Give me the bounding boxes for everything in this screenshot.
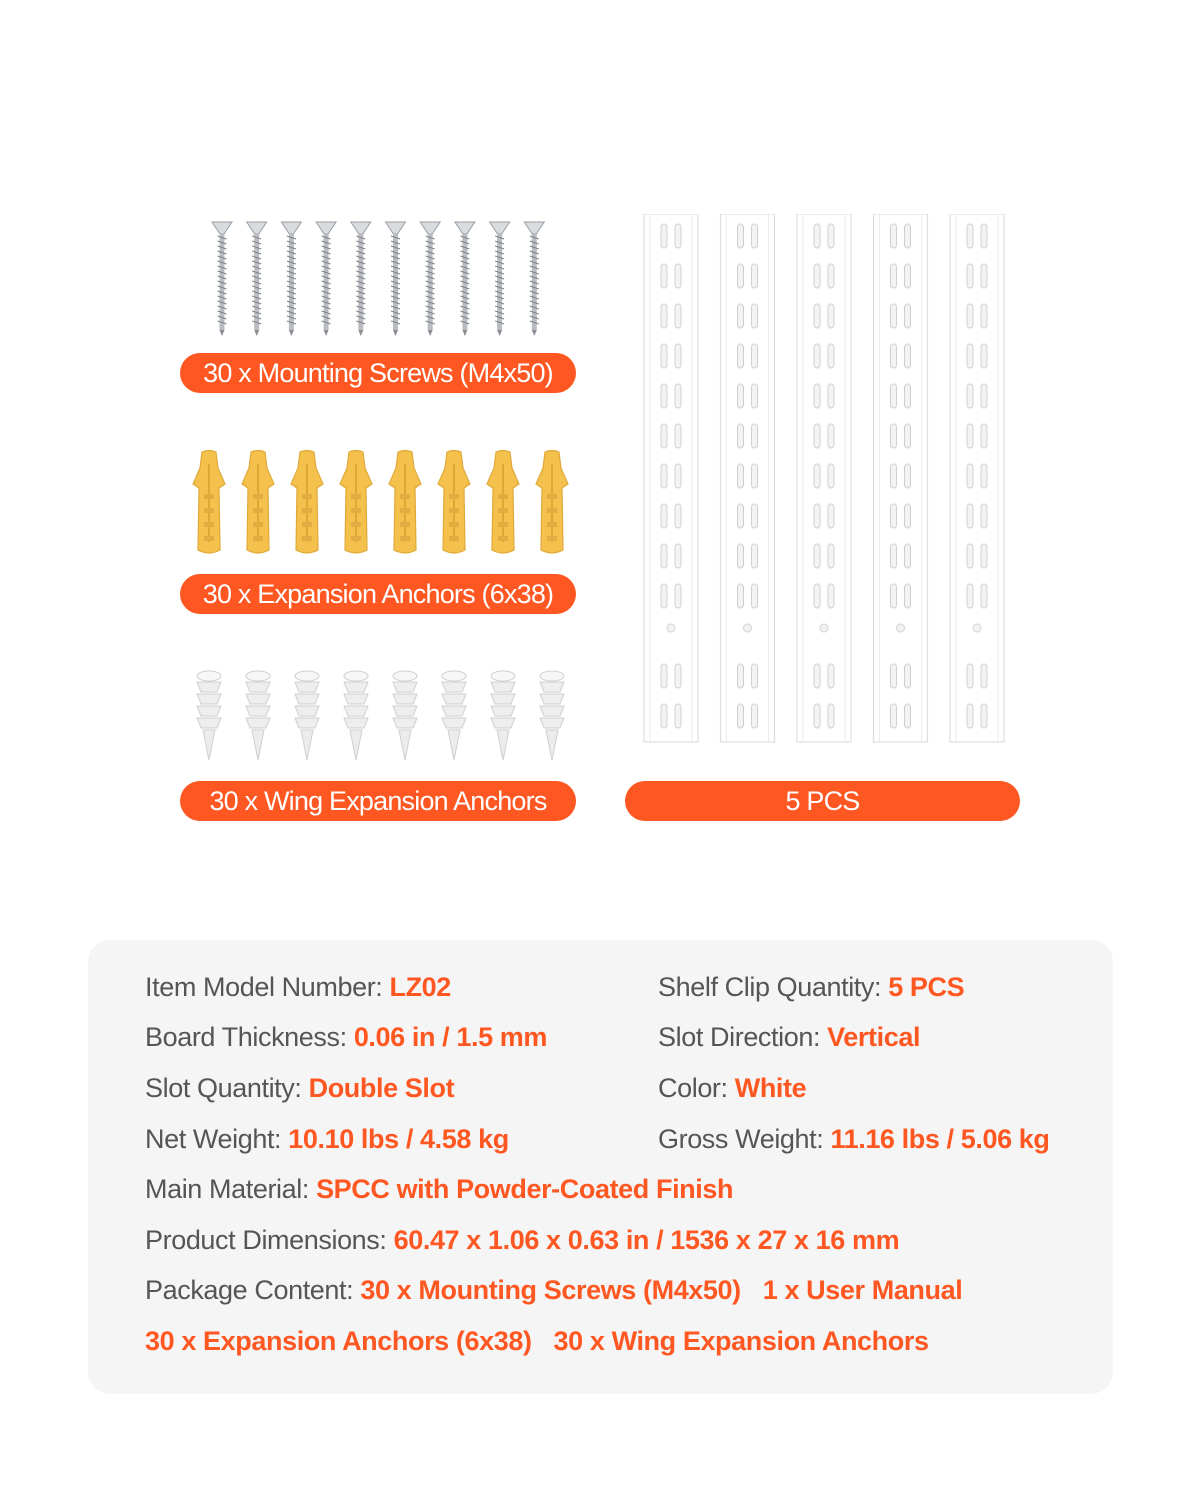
- expansion-anchor: [242, 451, 274, 554]
- wing-anchor-icon: [190, 670, 570, 762]
- wing-anchor: [393, 671, 417, 760]
- expansion-anchor: [536, 451, 568, 554]
- spec-main-material: Main Material: SPCC with Powder-Coated Finish: [145, 1174, 734, 1204]
- slotted-rail: [721, 214, 775, 742]
- mounting-screws-label: 30 x Mounting Screws (M4x50): [180, 353, 576, 393]
- spec-net-weight: Net Weight: 10.10 lbs / 4.58 kg: [145, 1124, 509, 1154]
- wing-anchors-label: 30 x Wing Expansion Anchors: [180, 781, 576, 821]
- wing-anchor: [197, 671, 221, 760]
- wing-anchor: [540, 671, 564, 760]
- screw: [455, 222, 475, 336]
- expansion-anchor: [340, 451, 372, 554]
- wing-anchor: [246, 671, 270, 760]
- screw-icon: [205, 218, 550, 336]
- screw: [490, 222, 510, 336]
- slotted-rails-image: [640, 214, 1010, 744]
- screw: [386, 222, 406, 336]
- wing-anchors-image: [190, 670, 570, 762]
- slotted-rail: [950, 214, 1004, 742]
- screw: [524, 222, 544, 336]
- wing-anchor: [491, 671, 515, 760]
- screw: [212, 222, 232, 336]
- screw: [316, 222, 336, 336]
- screw: [247, 222, 267, 336]
- screw: [420, 222, 440, 336]
- spec-slot-direction: Slot Direction: Vertical: [658, 1022, 921, 1052]
- spec-clip-quantity: Shelf Clip Quantity: 5 PCS: [658, 972, 965, 1002]
- expansion-anchor: [438, 451, 470, 554]
- slotted-rail-icon: [640, 214, 1010, 744]
- spec-color: Color: White: [658, 1073, 807, 1103]
- wing-anchor: [344, 671, 368, 760]
- expansion-anchor: [291, 451, 323, 554]
- rails-quantity-label: 5 PCS: [625, 781, 1020, 821]
- screw: [351, 222, 371, 336]
- spec-gross-weight: Gross Weight: 11.16 lbs / 5.06 kg: [658, 1124, 1050, 1154]
- slotted-rail: [797, 214, 851, 742]
- spec-slot-quantity: Slot Quantity: Double Slot: [145, 1073, 455, 1103]
- specifications-panel: [88, 940, 1113, 1394]
- screw: [281, 222, 301, 336]
- expansion-anchors-label: 30 x Expansion Anchors (6x38): [180, 574, 576, 614]
- spec-package-content: Package Content: 30 x Mounting Screws (M4x50) 1 x User Manual: [145, 1275, 963, 1305]
- expansion-anchors-image: [190, 450, 570, 556]
- spec-board-thickness: Board Thickness: 0.06 in / 1.5 mm: [145, 1022, 548, 1052]
- spec-package-content-continued: 30 x Expansion Anchors (6x38) 30 x Wing Expansion Anchors: [145, 1326, 929, 1356]
- expansion-anchor-icon: [190, 450, 570, 556]
- slotted-rail: [874, 214, 928, 742]
- wing-anchor: [295, 671, 319, 760]
- wing-anchor: [442, 671, 466, 760]
- slotted-rail: [644, 214, 698, 742]
- expansion-anchor: [193, 451, 225, 554]
- expansion-anchor: [389, 451, 421, 554]
- expansion-anchor: [487, 451, 519, 554]
- mounting-screws-image: [205, 218, 550, 336]
- spec-model: Item Model Number: LZ02: [145, 972, 451, 1002]
- spec-dimensions: Product Dimensions: 60.47 x 1.06 x 0.63 in / 1536 x 27 x 16 mm: [145, 1225, 900, 1255]
